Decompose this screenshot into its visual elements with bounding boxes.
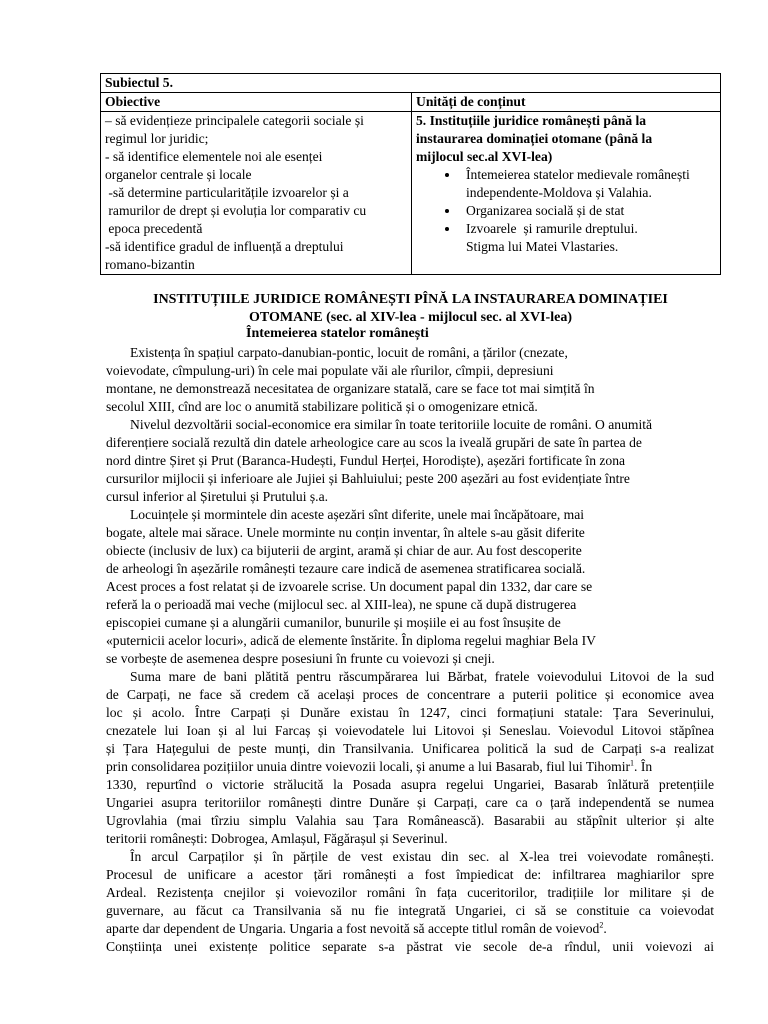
content-title-line: 5. Instituțiile juridice românești până la — [416, 113, 647, 128]
bullet-line: • Izvoarele și ramurile dreptului. — [466, 221, 638, 236]
paragraph — [106, 344, 714, 416]
text-line: se vorbește de asemenea despre posesiuni în frunte cu voievozi și cneji. — [106, 651, 495, 666]
text-line: Ugrovlahia (mai tîrziu simplu Valahia sau Țara Românească). Basarabii au stăpînit ulterior și alte — [106, 813, 714, 828]
text-line: Conștiința unei existențe politice separate s-a păstrat vie secole de-a rîndul, unii voievozi ai — [106, 939, 714, 954]
text-line: Ungariei asupra teritoriilor românești dintre Dunăre și Carpați, care ca o țară independentă se numea — [106, 795, 714, 810]
paragraph — [106, 668, 714, 848]
objectives-cell — [101, 112, 412, 275]
text-fragment: . În — [634, 759, 653, 774]
subject-header: Subiectul 5. — [101, 74, 721, 93]
objectives-column-title: Obiective — [101, 93, 412, 112]
text-line: Locuințele și mormintele din aceste așezări sînt diferite, unele mai încăpătoare, mai — [130, 507, 585, 522]
objective-line: – să evidențieze principalele categorii sociale și — [105, 113, 364, 128]
objective-line: regimul lor juridic; — [105, 131, 209, 146]
objective-line: -să determine particularitățile izvoarelor și a — [105, 185, 349, 200]
objective-line: -să identifice gradul de influență a dreptului — [105, 239, 344, 254]
text-line: de Carpați, ne face să credem că același proces de concentrare a puterii politice și economice avea — [106, 687, 714, 702]
text-line: Acest proces a fost relatat și de izvoarele scrise. Un document papal din 1332, dar care se — [106, 579, 593, 594]
syllabus-table — [100, 73, 721, 275]
text-line: aparte dar dependent de Ungaria. Ungaria a fost nevoită să accepte titlul român de voievod — [106, 921, 600, 936]
text-line-with-footnote — [106, 920, 714, 938]
text-line: prin consolidarea pozițiilor unuia dintre voievozii locali, și anume a lui Basarab, fiul lui Tihomir — [106, 759, 631, 774]
bullet-line: Stigma lui Matei Vlastaries. — [466, 239, 619, 254]
text-line: de arheologi în așezările românești tezaure care indică de asemenea stratificarea socială. — [106, 561, 586, 576]
objective-line: ramurilor de drept și evoluția lor comparativ cu — [105, 203, 367, 218]
bullet-line: • Organizarea socială și de stat — [466, 203, 625, 218]
text-fragment: . — [603, 921, 607, 936]
text-line: obiecte (inclusiv de lux) ca bijuterii de argint, aramă și chiar de aur. Au fost descoperite — [106, 543, 582, 558]
text-line: cursul inferior al Șiretului și Prutului ș.a. — [106, 489, 329, 504]
text-line: și Țara Hațegului de peste munți, din Transilvania. Unificarea politică la sud de Carpați s-a realizat — [106, 741, 714, 756]
text-line: În arcul Carpaților și în părțile de vest existau din sec. al X-lea trei voievodate românești. — [130, 849, 714, 864]
footnote-marker[interactable]: 2 — [599, 920, 604, 930]
paragraph — [106, 416, 714, 506]
chapter-heading-line-1: INSTITUȚIILE JURIDICE ROMÂNEȘTI PÎNĂ LA INSTAURAREA DOMINAȚIEI — [153, 292, 668, 307]
footnote-marker[interactable]: 1 — [630, 758, 635, 768]
bullet-item — [460, 202, 716, 220]
objective-line: organelor centrale și locale — [105, 167, 252, 182]
section-subheading: Întemeierea statelor românești — [246, 326, 429, 341]
content-units-column-title: Unități de conținut — [412, 93, 721, 112]
text-line: nord dintre Șiret și Prut (Baranca-Hudești, Fundul Herței, Horodiște), așezări fortificate în zona — [106, 453, 626, 468]
text-line: 1330, repurtînd o victorie strălucită la Posada asupra regelui Ungariei, Basarab înlătură pretențiile — [106, 777, 714, 792]
text-line: voievodate, cîmpulung-uri) în cele mai populate văi ale rîurilor, cîmpii, depresiuni — [106, 363, 554, 378]
text-line: diferențiere socială rezultă din datele arheologice care au scos la iveală grupări de sate în partea de — [106, 435, 642, 450]
text-line: cnezatele lui Ioan și al lui Farcaș și voievodatele lui Litovoi și Seneslau. Voievodul Litovoi stăpînea — [106, 723, 714, 738]
text-line: bogate, altele mai sărace. Unele morminte nu conțin inventar, în altele s-au găsit diferite — [106, 525, 585, 540]
text-line: Procesul de unificare a acestor țări românești a fost împiedicat de: infiltrarea maghiarilor spre — [106, 867, 714, 882]
paragraph — [106, 506, 714, 668]
text-line: Suma mare de bani plătită pentru răscumpărarea lui Bărbat, fratele voievodului Litovoi de la sud — [130, 669, 714, 684]
text-line: guvernare, au făcut ca Transilvania să nu fie integrată Ungariei, ci să se constituie ca voievodat — [106, 903, 714, 918]
content-units-cell — [412, 112, 721, 275]
text-line-with-footnote — [106, 758, 714, 776]
text-line: cursurilor mijlocii și inferioare ale Jujiei și Bahluiului; peste 200 așezări au fost evidențiate între — [106, 471, 630, 486]
content-title-line: mijlocul sec.al XVI-lea) — [416, 149, 553, 164]
objective-line: - să identifice elementele noi ale esenței — [105, 149, 323, 164]
text-line: Existența în spațiul carpato-danubian-pontic, locuit de români, a țărilor (cnezate, — [130, 345, 568, 360]
text-line: montane, ne demonstrează necesitatea de organizare statală, care se face tot mai simțită în — [106, 381, 595, 396]
text-line: secolul XIII, cînd are loc o anumită stabilizare politică și o omogenizare etnică. — [106, 399, 538, 414]
content-bullet-list — [416, 166, 716, 256]
text-line: «puternicii acelor locuri», adică de elemente înstărite. În diploma regelui maghiar Bela IV — [106, 633, 596, 648]
chapter-heading-line-2: OTOMANE (sec. al XIV-lea - mijlocul sec. al XVI-lea) — [249, 310, 572, 325]
objective-line: epoca precedentă — [105, 221, 203, 236]
text-line: episcopiei cumane și a alungării cumanilor, bunurile și moșiile ei au fost însușite de — [106, 615, 561, 630]
bullet-item — [460, 220, 716, 256]
text-line: referă la o perioadă mai veche (mijlocul sec. al XIII-lea), ne spune că după distrugerea — [106, 597, 577, 612]
bullet-item — [460, 166, 716, 202]
text-line: Ardeal. Rezistența cnejilor și voievozilor români în fața cuceritorilor, tradițiile lor militare și de — [106, 885, 714, 900]
text-line: Nivelul dezvoltării social-economice era similar în toate teritoriile locuite de români. O anumită — [130, 417, 653, 432]
text-line: teritorii românești: Dobrogea, Amlașul, Făgărașul și Severinul. — [106, 831, 448, 846]
content-title-line: instaurarea dominației otomane (până la — [416, 131, 653, 146]
objective-line: romano-bizantin — [105, 257, 195, 272]
bullet-line: independente-Moldova și Valahia. — [466, 185, 652, 200]
text-line: loc și acolo. Între Carpați și Dunăre existau în 1247, cinci formațiuni statale: Țara Severinului, — [106, 705, 714, 720]
paragraph — [106, 848, 714, 956]
bullet-line: • Întemeierea statelor medievale românești — [466, 167, 690, 182]
